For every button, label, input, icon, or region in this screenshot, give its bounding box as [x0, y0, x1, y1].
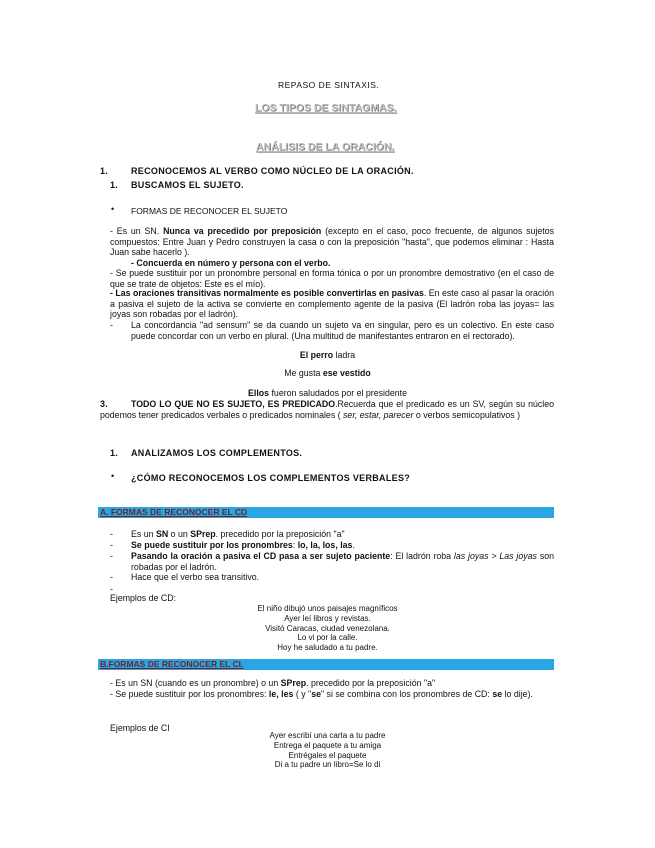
- ci-examples-list: [0, 731, 655, 770]
- bullet-label-sujeto: FORMAS DE RECONOCER EL SUJETO: [131, 206, 288, 216]
- sujeto-paragraph-1: [110, 226, 554, 258]
- text-span: - Es un SN (cuando es un pronombre) o un: [110, 678, 281, 688]
- cd-examples-label: Ejemplos de CD:: [110, 593, 177, 603]
- italic-span: las joyas > Las joyas: [453, 551, 537, 561]
- bold-span: Nunca va precedido por preposición: [163, 226, 322, 236]
- cd-examples-list: [0, 604, 655, 653]
- ci-examples-label: Ejemplos de CI: [110, 723, 170, 733]
- text-span: Es un: [131, 529, 156, 539]
- cd-example: Ayer leí libros y revistas.: [284, 613, 371, 623]
- cd-item-2: [131, 540, 355, 550]
- ci-item-2: [110, 689, 554, 700]
- text-span: " si se combina con los pronombres de CD:: [320, 689, 493, 699]
- dash-marker: -: [110, 584, 113, 594]
- dash-marker: -: [110, 320, 113, 330]
- sujeto-paragraph-4: [110, 288, 554, 320]
- example-sujeto-2: [0, 368, 655, 378]
- text-span: Me gusta: [284, 368, 323, 378]
- cd-example: El niño dibujó unos paisajes magníficos: [257, 604, 398, 613]
- section3-paragraph: [100, 399, 554, 420]
- text-span: o un: [168, 529, 191, 539]
- bold-span: - Las oraciones transitivas normalmente es posible convertirlas en pasivas: [110, 288, 424, 298]
- bold-span: SPrep: [280, 678, 307, 688]
- text-span: - Se puede sustituir por los pronombres:: [110, 689, 269, 699]
- section1-title: RECONOCEMOS AL VERBO COMO NÚCLEO DE LA ORACIÓN.: [131, 166, 414, 176]
- text-span: .: [352, 540, 355, 550]
- cd-example: Visitó Caracas, ciudad venezolana.: [265, 623, 390, 633]
- bold-span: se: [311, 689, 321, 699]
- dash-marker: -: [110, 540, 113, 550]
- cd-example: Lo vi por la calle.: [297, 633, 358, 643]
- dash-marker: -: [110, 529, 113, 539]
- bold-span: SPrep: [190, 529, 216, 539]
- section4-bullet: ¿CÓMO RECONOCEMOS LOS COMPLEMENTOS VERBALES?: [131, 473, 411, 483]
- bullet-dot-icon: •: [111, 471, 115, 481]
- bold-span: le, les: [268, 689, 294, 699]
- bold-span: SN: [155, 529, 169, 539]
- example-sujeto-1: [0, 350, 655, 360]
- text-span: lo dije).: [502, 689, 533, 699]
- text-span: : El ladrón roba: [390, 551, 454, 561]
- sujeto-paragraph-3: - Se puede sustituir por un pronombre personal en forma tónica o por un pronombre demostrativo (en el caso de que se trate de objetos: Este es el mío).: [110, 268, 554, 289]
- bold-span: Ellos: [248, 388, 270, 398]
- ci-example: Entrégales el paquete: [288, 750, 367, 760]
- subsection-number: 1.: [110, 180, 119, 190]
- section-title: ANÁLISIS DE LA ORACIÓN.: [256, 141, 395, 153]
- italic-span: ser, estar, parecer: [343, 409, 414, 420]
- text-span: . En este caso al pasar la oración a pasiva el sujeto de la activa se convierte en complemento agente de la pasiva (El ladrón roba las joyas= las joyas son robadas por el ladrón).: [110, 288, 554, 319]
- cd-item-4: Hace que el verbo sea transitivo.: [131, 572, 260, 582]
- text-span: . precedido por la preposición "a": [306, 678, 436, 688]
- dash-marker: -: [110, 572, 113, 582]
- bold-span: Se puede sustituir por los pronombres: [131, 540, 293, 550]
- ci-section-bar: B.FORMAS DE RECONOCER EL CI.: [98, 659, 554, 670]
- dash-marker: -: [110, 551, 113, 561]
- text-span: son robadas por el ladrón.: [131, 551, 555, 572]
- bullet-dot-icon: •: [111, 204, 115, 214]
- bold-span: se: [492, 689, 503, 699]
- cd-example: Hoy he saludado a tu padre.: [277, 643, 378, 653]
- cd-item-1: [131, 529, 345, 539]
- ci-example: Ayer escribí una carta a tu padre: [269, 731, 386, 740]
- sub-title: LOS TIPOS DE SINTAGMAS.: [255, 102, 397, 114]
- section3-number: 3.: [100, 399, 109, 409]
- section1-number: 1.: [100, 166, 109, 176]
- text-span: ( y ": [293, 689, 312, 699]
- bold-span: ese vestido: [322, 368, 371, 378]
- text-span: fueron saludados por el presidente: [269, 388, 407, 398]
- text-span: ladra: [333, 350, 356, 360]
- doc-title: REPASO DE SINTAXIS.: [278, 80, 380, 90]
- text-span: :: [292, 540, 298, 550]
- ci-example: Di a tu padre un libro=Se lo di: [274, 760, 381, 770]
- subsection-title: BUSCAMOS EL SUJETO.: [131, 180, 244, 190]
- bold-span: TODO LO QUE NO ES SUJETO, ES PREDICADO: [131, 399, 336, 409]
- section4-title: ANALIZAMOS LOS COMPLEMENTOS.: [131, 448, 303, 458]
- cd-section-bar: A. FORMAS DE RECONOCER EL CD: [98, 507, 554, 518]
- section4-number: 1.: [110, 448, 119, 458]
- bold-span: El perro: [299, 350, 334, 360]
- ci-example: Entrega el paquete a tu amiga: [273, 740, 382, 750]
- sujeto-paragraph-2: - Concuerda en número y persona con el verbo.: [131, 258, 331, 268]
- example-sujeto-3: [0, 388, 655, 398]
- text-span: o verbos semicopulativos ): [413, 409, 521, 420]
- bold-span: lo, la, los, las: [297, 540, 353, 550]
- cd-item-3: [131, 551, 554, 572]
- ci-item-1: [110, 678, 435, 688]
- text-span: .Recuerda que el predicado es un SV, según su núcleo podemos tener predicados verbales o predicados nominales (: [100, 399, 554, 420]
- text-span: - Es un SN.: [110, 226, 164, 236]
- text-span: . precedido por la preposición "a": [215, 529, 345, 539]
- text-span: (excepto en el caso, poco frecuente, de algunos sujetos compuestos: Entre Juan y Pedro construyen la casa o con la preposición "hasta", que podemos eliminar : Hasta Juan sabe hacerlo ).: [110, 226, 554, 257]
- sujeto-paragraph-5: La concordancia "ad sensum" se da cuando un sujeto va en singular, pero es un colectivo. En este caso puede concordar con un verbo en plural. (Una multitud de manifestantes entraron en el rectorado).: [131, 320, 554, 341]
- bold-span: Pasando la oración a pasiva el CD pasa a ser sujeto paciente: [131, 551, 391, 561]
